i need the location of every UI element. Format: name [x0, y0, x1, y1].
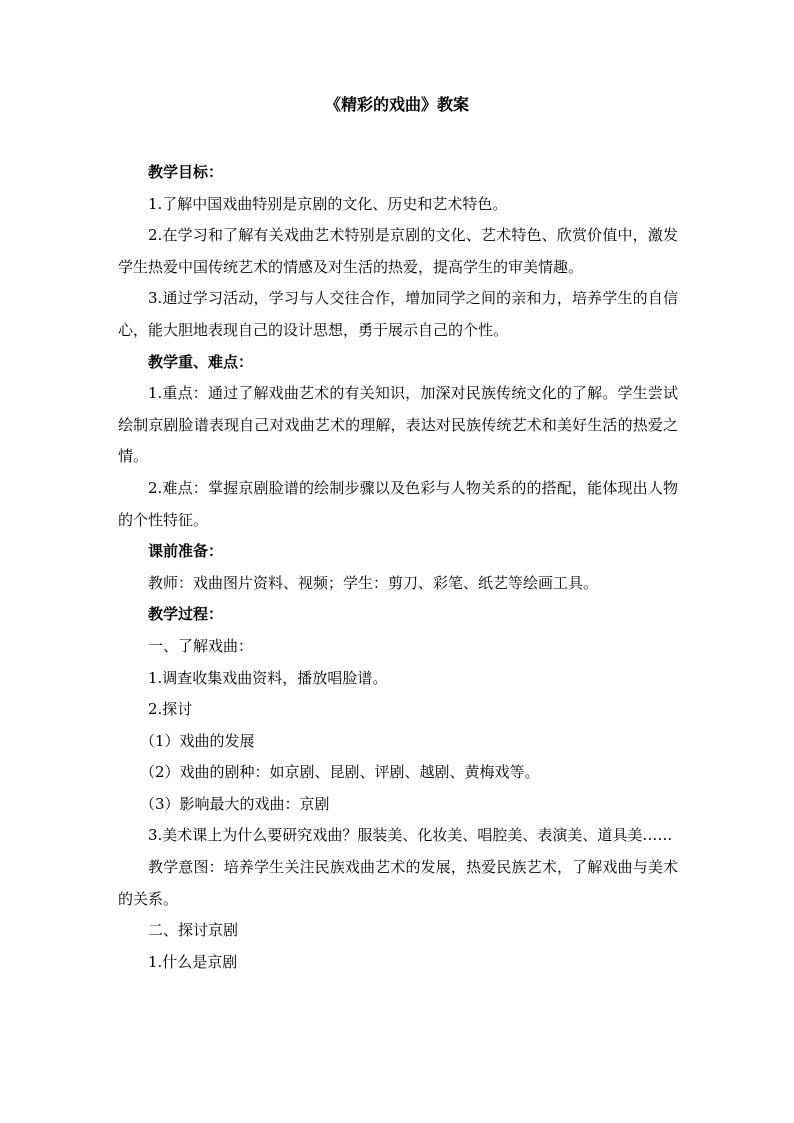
- document-body: [118, 157, 678, 978]
- paragraph: 1.了解中国戏曲特别是京剧的文化、历史和艺术特色。: [148, 194, 508, 213]
- paragraph: 一、了解戏曲：: [148, 636, 254, 655]
- paragraph: 2.难点：掌握京剧脸谱的绘制步骤以及色彩与人物关系的的搭配，能体现出人物的个性特征。: [118, 478, 678, 529]
- paragraph: 1.什么是京剧: [148, 952, 238, 971]
- paragraph: 1.调查收集戏曲资料，播放唱脸谱。: [148, 668, 388, 687]
- paragraph-heading-key-points: 教学重、难点：: [148, 352, 254, 371]
- paragraph: 3.通过学习活动，学习与人交往合作，增加同学之间的亲和力，培养学生的自信心，能大胆地表现自己的设计思想，勇于展示自己的个性。: [118, 289, 678, 339]
- paragraph: 3.美术课上为什么要研究戏曲？服装美、化妆美、唱腔美、表演美、道具美……: [148, 826, 673, 845]
- document-title: 《精彩的戏曲》教案: [324, 95, 469, 114]
- paragraph: 二、探讨京剧: [148, 921, 239, 940]
- paragraph: 1.重点：通过了解戏曲艺术的有关知识，加深对民族传统文化的了解。学生尝试绘制京剧脸谱表现自己对戏曲艺术的理解，表达对民族传统艺术和美好生活的热爱之情。: [118, 384, 678, 466]
- paragraph: 教师：戏曲图片资料、视频；学生：剪刀、彩笔、纸艺等绘画工具。: [148, 573, 599, 592]
- paragraph: （3）影响最大的戏曲：京剧: [140, 794, 330, 813]
- paragraph-heading-preparation: 课前准备：: [148, 542, 224, 561]
- paragraph: （2）戏曲的剧种：如京剧、昆剧、评剧、越剧、黄梅戏等。: [140, 763, 540, 782]
- paragraph: 2.探讨: [148, 700, 193, 719]
- paragraph: （1）戏曲的发展: [140, 731, 255, 750]
- paragraph: 教学意图：培养学生关注民族戏曲艺术的发展，热爱民族艺术，了解戏曲与美术的关系。: [118, 858, 678, 908]
- paragraph: 2.在学习和了解有关戏曲艺术特别是京剧的文化、艺术特色、欣赏价值中，激发学生热爱中国传统艺术的情感及对生活的热爱，提高学生的审美情趣。: [118, 226, 678, 276]
- paragraph-heading-process: 教学过程：: [148, 605, 224, 624]
- paragraph-heading-objectives: 教学目标：: [148, 163, 224, 181]
